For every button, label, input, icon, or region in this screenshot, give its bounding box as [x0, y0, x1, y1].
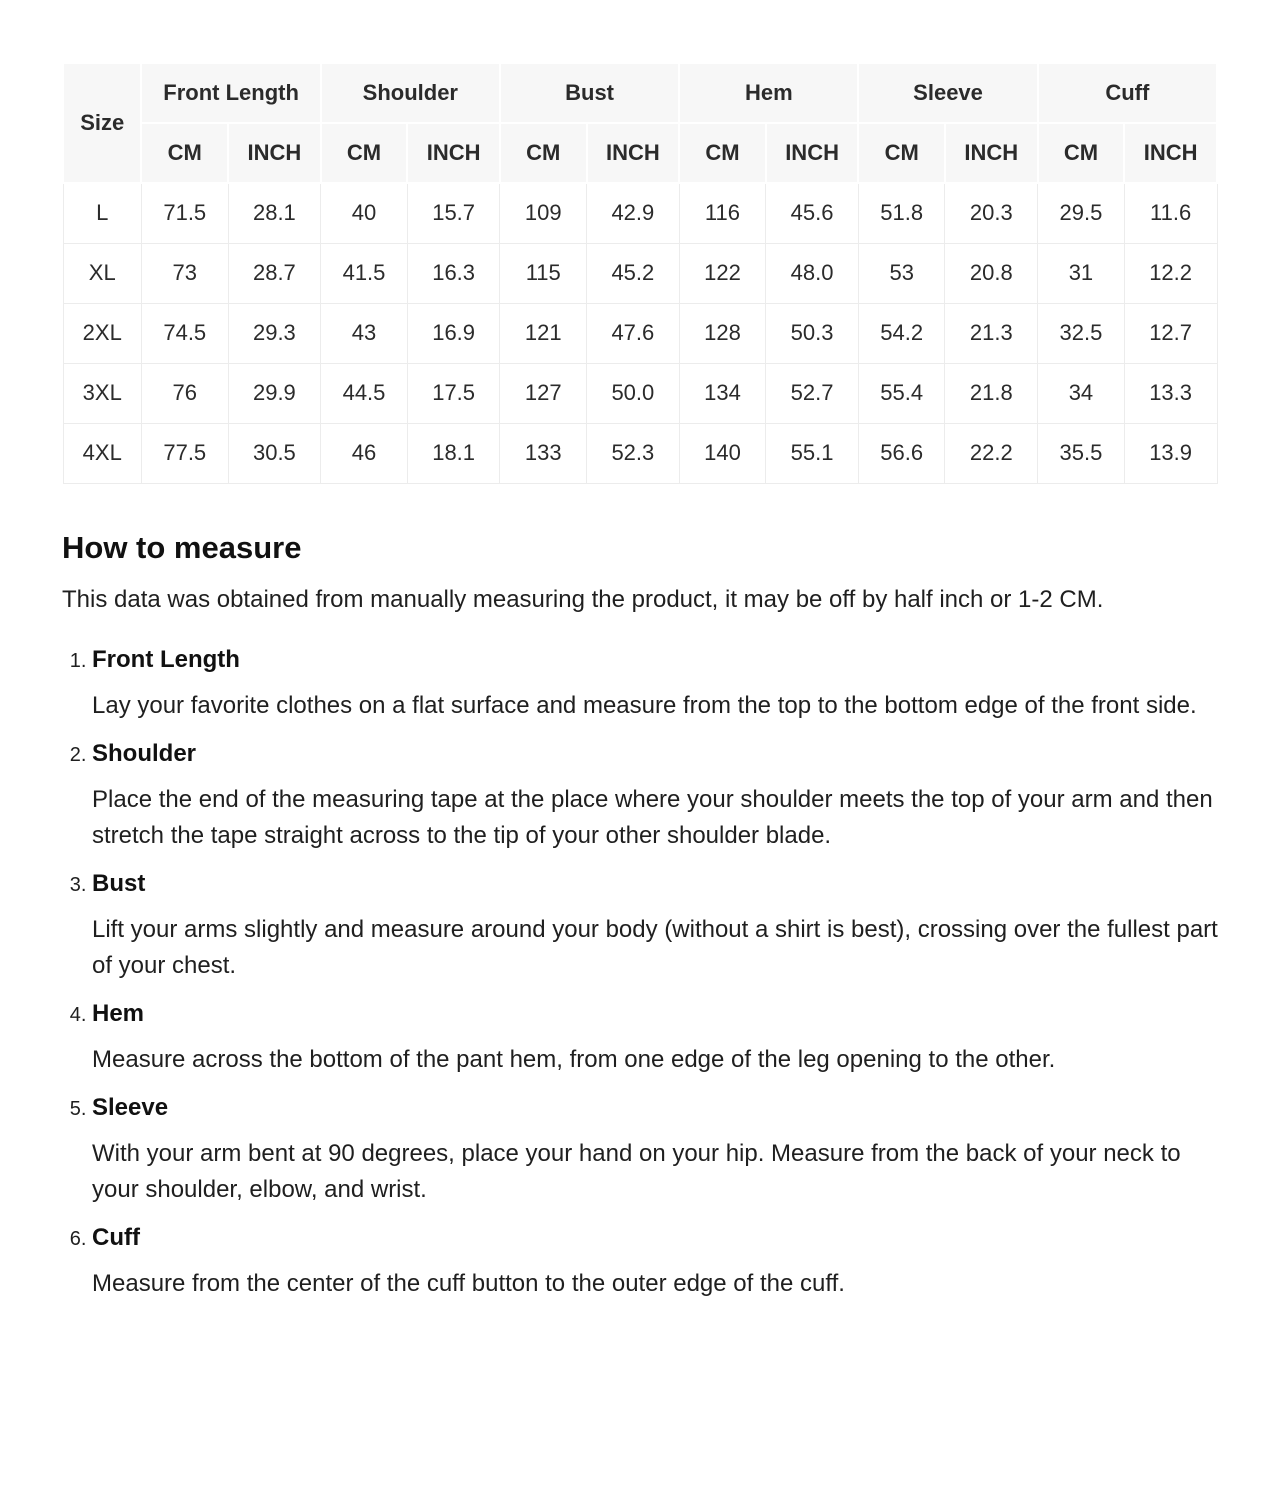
size-chart-header: [63, 63, 1217, 183]
value-cell: 55.4: [858, 363, 945, 423]
value-cell: 51.8: [858, 183, 945, 243]
value-cell: 29.9: [228, 363, 321, 423]
size-cell: XL: [63, 243, 141, 303]
value-cell: 74.5: [141, 303, 228, 363]
group-header-sleeve: Sleeve: [858, 63, 1037, 123]
value-cell: 73: [141, 243, 228, 303]
unit-header-cm: CM: [858, 123, 945, 183]
value-cell: 35.5: [1038, 423, 1125, 483]
value-cell: 28.7: [228, 243, 321, 303]
value-cell: 41.5: [321, 243, 408, 303]
list-item: [92, 740, 1218, 854]
unit-header-cm: CM: [141, 123, 228, 183]
value-cell: 17.5: [407, 363, 500, 423]
size-cell: 3XL: [63, 363, 141, 423]
list-item: [92, 1224, 1218, 1302]
value-cell: 12.2: [1124, 243, 1217, 303]
unit-header-inch: INCH: [766, 123, 859, 183]
value-cell: 45.6: [766, 183, 859, 243]
value-cell: 20.8: [945, 243, 1038, 303]
value-cell: 32.5: [1038, 303, 1125, 363]
size-cell: 2XL: [63, 303, 141, 363]
unit-header-inch: INCH: [407, 123, 500, 183]
table-row: [63, 303, 1217, 363]
group-header-shoulder: Shoulder: [321, 63, 500, 123]
value-cell: 77.5: [141, 423, 228, 483]
value-cell: 56.6: [858, 423, 945, 483]
list-item: [92, 646, 1218, 724]
size-cell: L: [63, 183, 141, 243]
size-chart-body: [63, 183, 1217, 483]
unit-header-cm: CM: [1038, 123, 1125, 183]
table-row: [63, 423, 1217, 483]
header-unit-row: [63, 123, 1217, 183]
value-cell: 22.2: [945, 423, 1038, 483]
value-cell: 50.0: [587, 363, 680, 423]
table-row: [63, 363, 1217, 423]
list-item: [92, 1094, 1218, 1208]
measure-item-label: 5. Sleeve: [92, 1093, 169, 1121]
unit-header-cm: CM: [500, 123, 587, 183]
value-cell: 46: [321, 423, 408, 483]
measure-item-label: 6. Cuff: [92, 1223, 140, 1251]
how-to-measure-intro: This data was obtained from manually measuring the product, it may be off by half inch or 1-2 CM.: [62, 585, 1104, 613]
measure-item-label: 4. Hem: [92, 999, 145, 1027]
value-cell: 43: [321, 303, 408, 363]
how-to-measure-title: How to measure: [62, 529, 302, 565]
value-cell: 28.1: [228, 183, 321, 243]
value-cell: 16.3: [407, 243, 500, 303]
value-cell: 11.6: [1124, 183, 1217, 243]
unit-header-inch: INCH: [587, 123, 680, 183]
value-cell: 29.5: [1038, 183, 1125, 243]
measure-item-text: Lift your arms slightly and measure around your body (without a shirt is best), crossing over the fullest part of your chest.: [92, 915, 1218, 979]
list-item: [92, 1000, 1218, 1078]
unit-header-inch: INCH: [945, 123, 1038, 183]
value-cell: 50.3: [766, 303, 859, 363]
value-cell: 52.3: [587, 423, 680, 483]
measure-item-label: 1. Front Length: [92, 645, 240, 673]
group-header-hem: Hem: [679, 63, 858, 123]
value-cell: 12.7: [1124, 303, 1217, 363]
size-chart-table: [62, 62, 1218, 484]
unit-header-inch: INCH: [228, 123, 321, 183]
size-cell: 4XL: [63, 423, 141, 483]
header-group-row: [63, 63, 1217, 123]
measure-instruction-list: [62, 646, 1218, 1302]
table-row: [63, 243, 1217, 303]
value-cell: 31: [1038, 243, 1125, 303]
value-cell: 121: [500, 303, 587, 363]
measure-item-text: Measure across the bottom of the pant hem, from one edge of the leg opening to the other.: [92, 1045, 1056, 1073]
value-cell: 134: [679, 363, 766, 423]
value-cell: 21.3: [945, 303, 1038, 363]
value-cell: 29.3: [228, 303, 321, 363]
measure-item-text: Place the end of the measuring tape at the place where your shoulder meets the top of your arm and then stretch the tape straight across to the tip of your other shoulder blade.: [92, 785, 1213, 849]
value-cell: 34: [1038, 363, 1125, 423]
value-cell: 122: [679, 243, 766, 303]
value-cell: 115: [500, 243, 587, 303]
measure-item-label: 2. Shoulder: [92, 739, 197, 767]
value-cell: 133: [500, 423, 587, 483]
size-column-header: Size: [63, 63, 141, 183]
value-cell: 20.3: [945, 183, 1038, 243]
value-cell: 116: [679, 183, 766, 243]
list-item: [92, 870, 1218, 984]
value-cell: 76: [141, 363, 228, 423]
value-cell: 53: [858, 243, 945, 303]
value-cell: 127: [500, 363, 587, 423]
value-cell: 40: [321, 183, 408, 243]
value-cell: 13.3: [1124, 363, 1217, 423]
value-cell: 55.1: [766, 423, 859, 483]
measure-item-label: 3. Bust: [92, 869, 146, 897]
value-cell: 140: [679, 423, 766, 483]
value-cell: 47.6: [587, 303, 680, 363]
value-cell: 21.8: [945, 363, 1038, 423]
value-cell: 45.2: [587, 243, 680, 303]
value-cell: 42.9: [587, 183, 680, 243]
value-cell: 44.5: [321, 363, 408, 423]
value-cell: 13.9: [1124, 423, 1217, 483]
unit-header-cm: CM: [679, 123, 766, 183]
measure-item-text: With your arm bent at 90 degrees, place your hand on your hip. Measure from the back of your neck to your shoulder, elbow, and wrist.: [92, 1139, 1181, 1203]
value-cell: 54.2: [858, 303, 945, 363]
value-cell: 109: [500, 183, 587, 243]
value-cell: 16.9: [407, 303, 500, 363]
measure-item-text: Measure from the center of the cuff button to the outer edge of the cuff.: [92, 1269, 845, 1297]
group-header-bust: Bust: [500, 63, 679, 123]
unit-header-inch: INCH: [1124, 123, 1217, 183]
group-header-cuff: Cuff: [1038, 63, 1217, 123]
value-cell: 48.0: [766, 243, 859, 303]
value-cell: 18.1: [407, 423, 500, 483]
value-cell: 71.5: [141, 183, 228, 243]
group-header-front-length: Front Length: [141, 63, 320, 123]
value-cell: 15.7: [407, 183, 500, 243]
unit-header-cm: CM: [321, 123, 408, 183]
value-cell: 128: [679, 303, 766, 363]
value-cell: 30.5: [228, 423, 321, 483]
measure-item-text: Lay your favorite clothes on a flat surface and measure from the top to the bottom edge of the front side.: [92, 691, 1197, 719]
table-row: [63, 183, 1217, 243]
value-cell: 52.7: [766, 363, 859, 423]
